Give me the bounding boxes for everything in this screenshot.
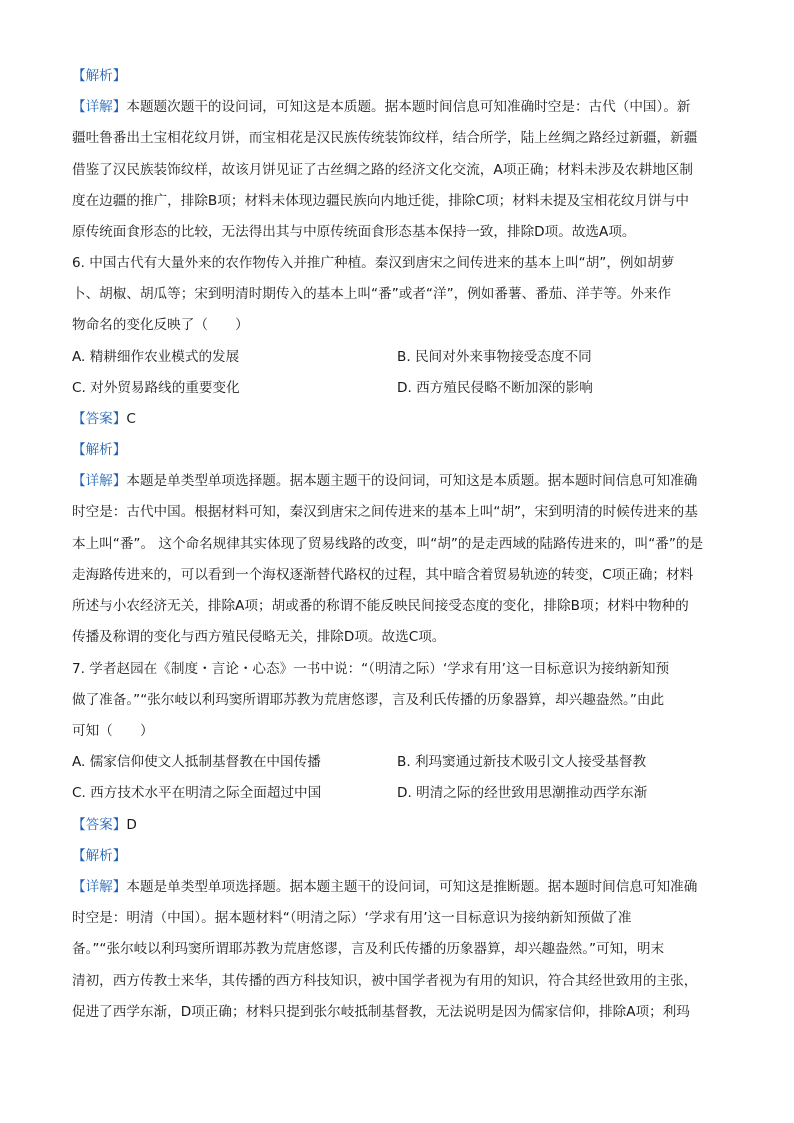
detail-paragraph-line: 度在边疆的推广，排除B项；材料未体现边疆民族向内地迁徙，排除C项；材料未提及宝相花纹月饼与中 bbox=[72, 193, 689, 209]
analysis-heading: 【解析】 bbox=[72, 68, 127, 84]
question-6-stem: 6. 中国古代有大量外来的农作物传入并推广种植。秦汉到唐宋之间传进来的基本上叫“胡”，例如胡萝 bbox=[72, 255, 675, 271]
question-7-stem: 做了准备。”“张尔岐以利玛窦所谓耶苏教为荒唐悠谬，言及利氏传播的历象器算，却兴趣盎然。”由此 bbox=[72, 692, 665, 708]
question-6-detail-line: 【详解】本题是单类型单项选择题。据本题主题干的设问词，可知这是本质题。据本题时间信息可知准确 bbox=[72, 473, 698, 489]
question-6-detail-line: 走海路传进来的，可以看到一个海权逐渐替代路权的过程，其中暗含着贸易轨迹的转变，C项正确；材料 bbox=[72, 567, 694, 583]
question-6-option-b: B. 民间对外来事物接受态度不同 bbox=[397, 349, 592, 365]
question-6-answer: 【答案】C bbox=[72, 411, 136, 427]
question-7-detail-line: 时空是：明清（中国）。据本题材料“（明清之际）‘学求有用’这一目标意识为接纳新知预做了准 bbox=[72, 910, 632, 926]
question-6-detail-line: 所述与小农经济无关，排除A项；胡或番的称谓不能反映民间接受态度的变化，排除B项；材料中物种的 bbox=[72, 598, 689, 614]
question-6-option-c: C. 对外贸易路线的重要变化 bbox=[72, 380, 240, 396]
question-7-detail-line: 备。”“张尔岐以利玛窦所谓耶苏教为荒唐悠谬，言及利氏传播的历象器算，却兴趣盎然。”可知，明末 bbox=[72, 941, 665, 957]
question-6-analysis-heading: 【解析】 bbox=[72, 442, 127, 458]
question-7-analysis-heading: 【解析】 bbox=[72, 848, 127, 864]
question-6-option-a: A. 精耕细作农业模式的发展 bbox=[72, 349, 240, 365]
question-7-option-a: A. 儒家信仰使文人抵制基督教在中国传播 bbox=[72, 754, 321, 770]
question-7-option-b: B. 利玛窦通过新技术吸引文人接受基督教 bbox=[397, 754, 647, 770]
question-6-stem: 物命名的变化反映了（ ） bbox=[72, 317, 249, 333]
question-6-stem: 卜、胡椒、胡瓜等；宋到明清时期传入的基本上叫“番”或者“洋”，例如番薯、番茄、洋芋等。外来作 bbox=[72, 286, 672, 302]
question-7-answer: 【答案】D bbox=[72, 817, 137, 833]
detail-paragraph-line: 借鉴了汉民族装饰纹样，故该月饼见证了古丝绸之路的经济文化交流，A项正确；材料未涉及农耕地区制 bbox=[72, 162, 694, 178]
question-7-option-d: D. 明清之际的经世致用思潮推动西学东渐 bbox=[397, 785, 648, 801]
question-7-detail-line: 清初，西方传教士来华，其传播的西方科技知识，被中国学者视为有用的知识，符合其经世致用的主张， bbox=[72, 973, 698, 989]
detail-paragraph-line: 【详解】本题题次题干的设问词，可知这是本质题。据本题时间信息可知准确时空是：古代（中国）。新 bbox=[72, 99, 691, 115]
detail-paragraph-line: 疆吐鲁番出土宝相花纹月饼，而宝相花是汉民族传统装饰纹样，结合所学，陆上丝绸之路经过新疆，新疆 bbox=[72, 130, 698, 146]
question-6-detail-line: 本上叫“番”。 这个命名规律其实体现了贸易线路的改变，叫“胡”的是走西域的陆路传进来的，叫“番”的是 bbox=[72, 536, 704, 552]
detail-tag: 【详解】 bbox=[72, 99, 127, 115]
question-7-detail-line: 【详解】本题是单类型单项选择题。据本题主题干的设问词，可知这是推断题。据本题时间信息可知准确 bbox=[72, 879, 698, 895]
question-7-stem: 7. 学者赵园在《制度・言论・心态》一书中说：“（明清之际）‘学求有用’这一目标意识为接纳新知预 bbox=[72, 661, 670, 677]
question-7-detail-line: 促进了西学东渐，D项正确；材料只提到张尔岐抵制基督教，无法说明是因为儒家信仰，排除A项；利玛 bbox=[72, 1004, 690, 1020]
question-6-detail-line: 传播及称谓的变化与西方殖民侵略无关，排除D项。故选C项。 bbox=[72, 629, 446, 645]
question-7-stem: 可知（ ） bbox=[72, 723, 154, 739]
question-7-option-c: C. 西方技术水平在明清之际全面超过中国 bbox=[72, 785, 322, 801]
question-6-detail-line: 时空是：古代中国。根据材料可知，秦汉到唐宋之间传进来的基本上叫“胡”，宋到明清的时候传进来的基 bbox=[72, 504, 698, 520]
detail-paragraph-line: 原传统面食形态的比较，无法得出其与中原传统面食形态基本保持一致，排除D项。故选A项。 bbox=[72, 224, 636, 240]
question-6-option-d: D. 西方殖民侵略不断加深的影响 bbox=[397, 380, 593, 396]
